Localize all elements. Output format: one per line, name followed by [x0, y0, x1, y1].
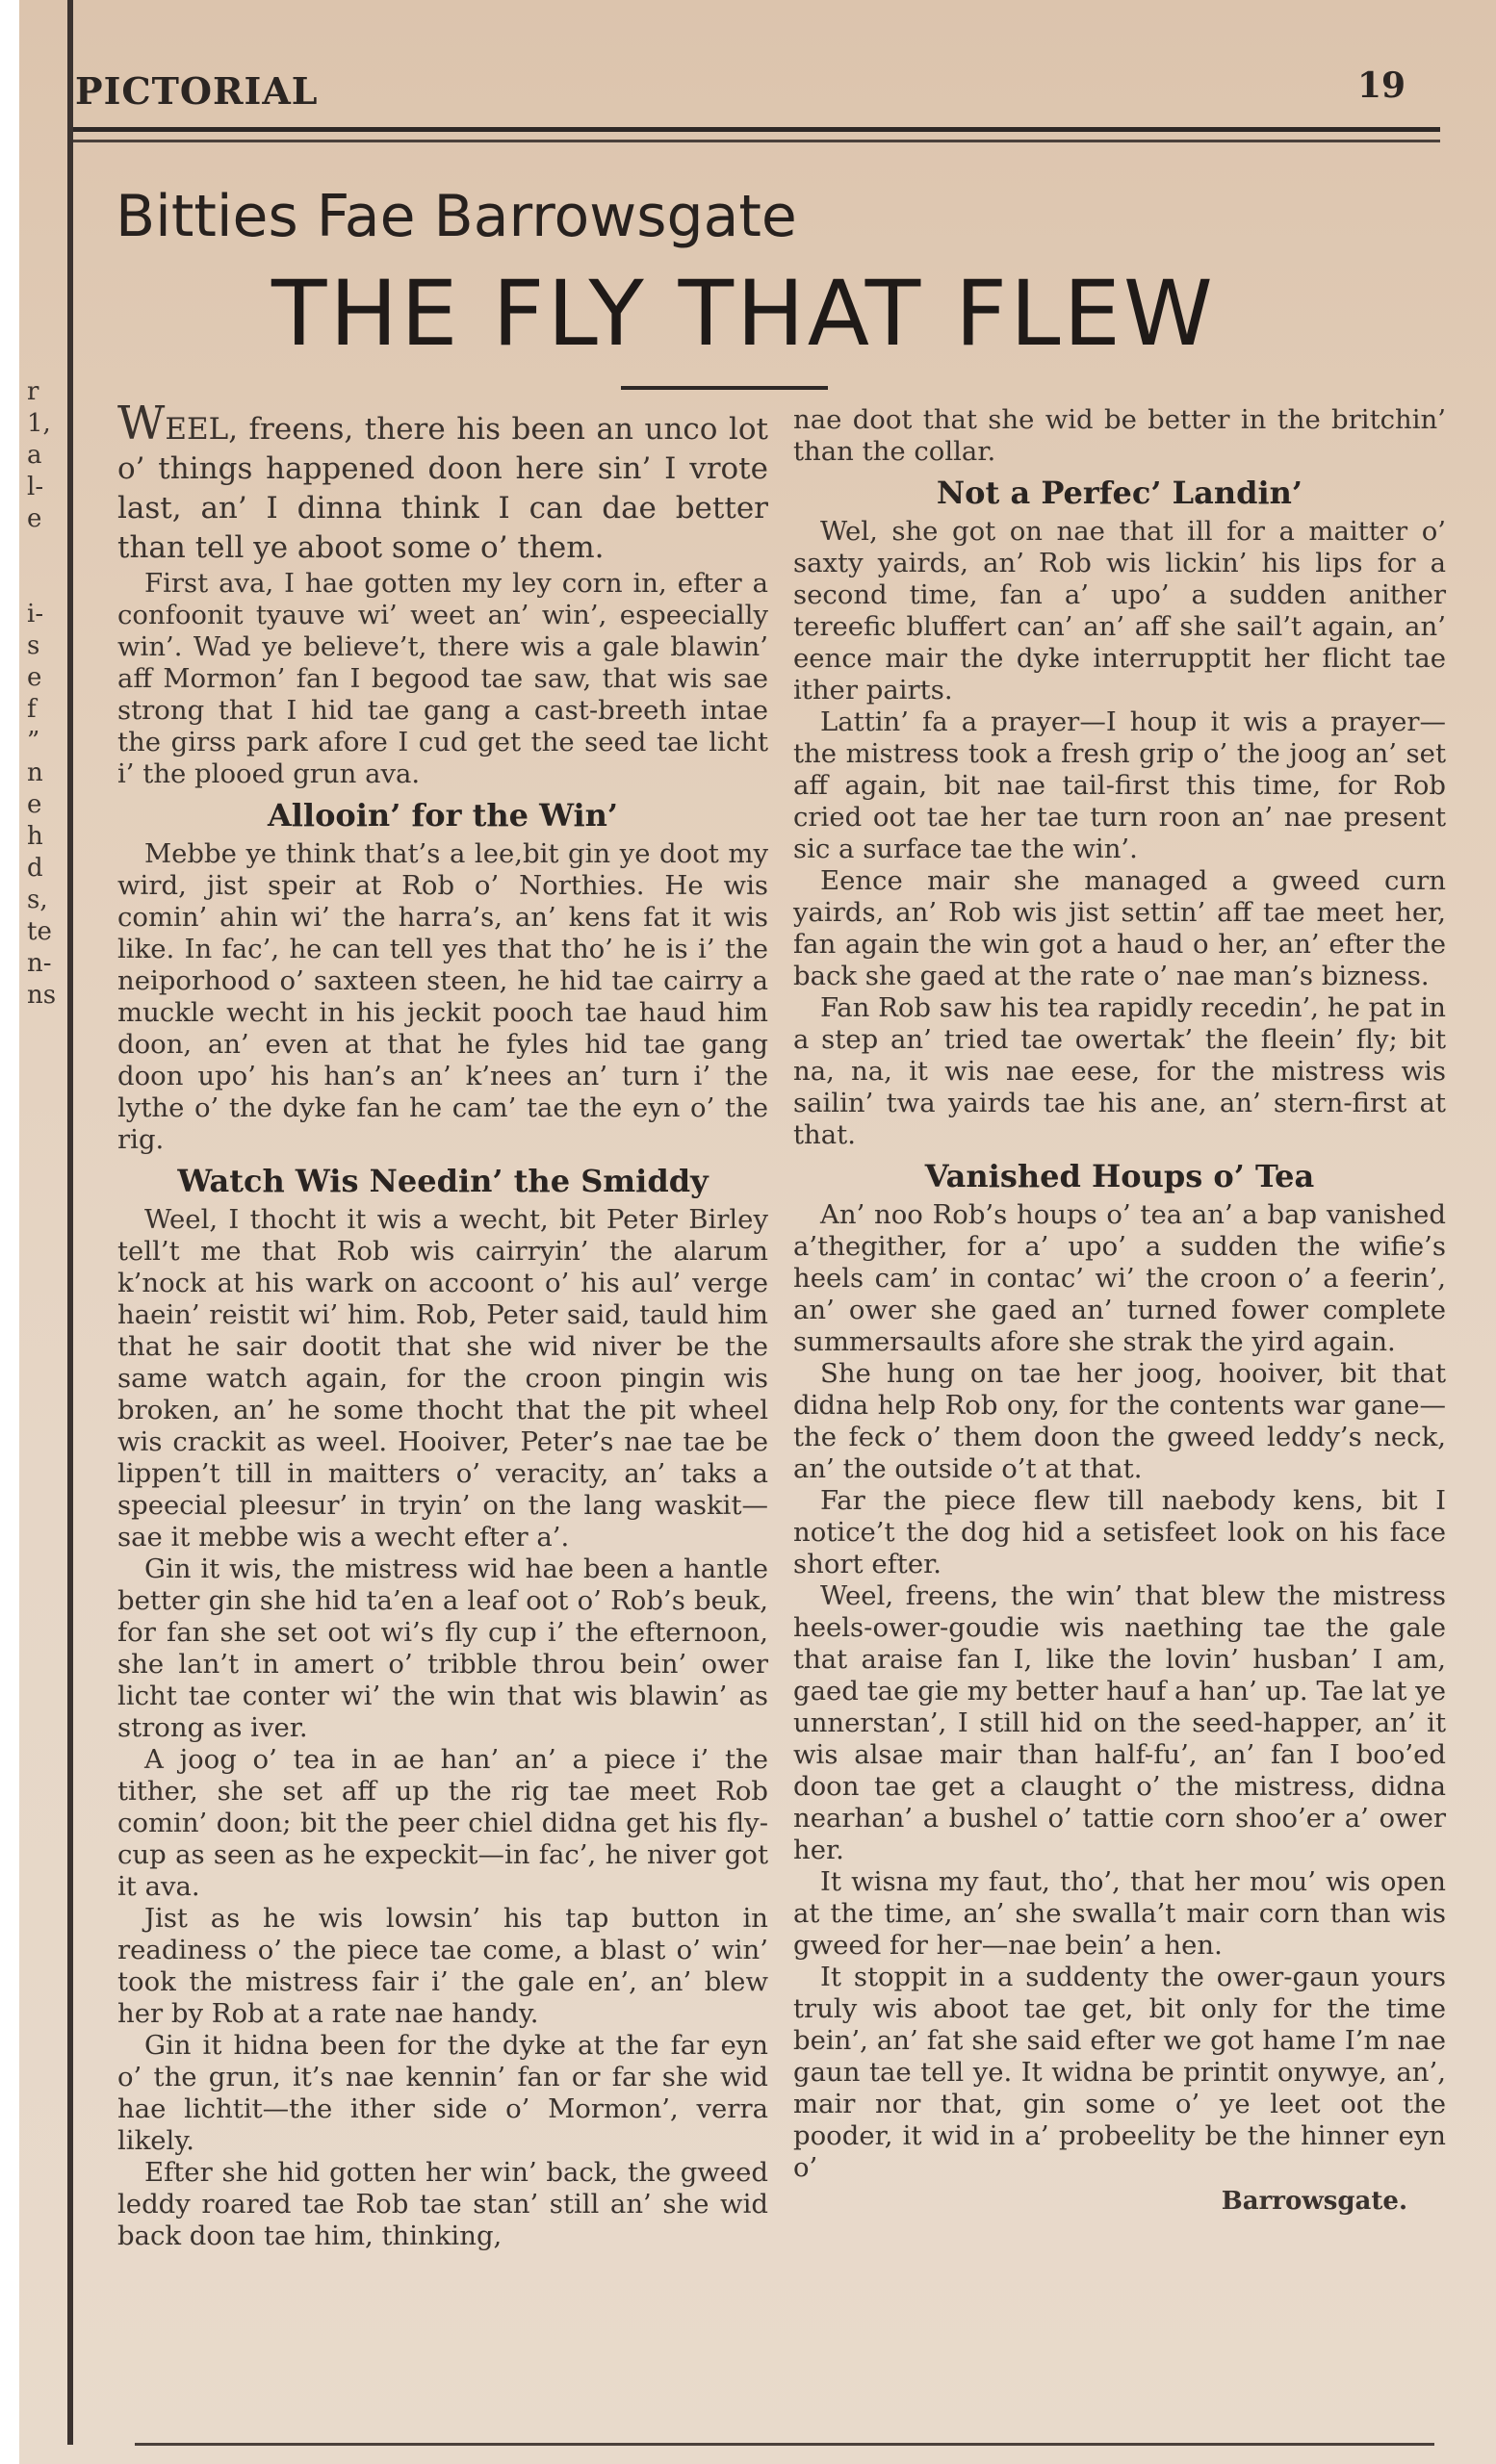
subheading: Allooin’ for the Win’: [267, 797, 619, 834]
previous-column-fragment: te: [27, 917, 52, 946]
previous-column-fragment: ”: [27, 727, 40, 756]
subheading: Not a Perfec’ Landin’: [936, 475, 1303, 511]
previous-column-fragment: [27, 281, 85, 313]
previous-column-fragment: e: [27, 504, 42, 533]
paragraph: Weel, freens, the win’ that blew the mistress heels-ower-goudie wis naething tae the gale that araise fan I, like the lovin’ husban’ I am, gaed tae gie my better hauf a han’ up. Tae lat ye unnerstan’, I still hid on the seed-happer, an’ it wis alsae mair than half-fu’, an’ fan I boo’ed doon tae get a claught o’ the mistress, didna nearhan’ a bushel o’ tattie corn shoo’er a’ ower her.: [793, 1580, 1446, 1865]
previous-column-fragment: s: [27, 631, 40, 660]
paragraph: Gin it wis, the mistress wid hae been a hantle better gin she hid ta’en a leaf oot o’ Rob’s beuk, for fan she set oot wi’s fly cup i’ the efternoon, she lan’t in amert o’ tribble throu bein’ ower licht tae conter wi’ the win that wis blawin’ as strong as iver.: [117, 1553, 768, 1743]
paragraph: An’ noo Rob’s houps o’ tea an’ a bap vanished a’thegither, for a’ upo’ a sudden the wifie’s heels cam’ in contac’ wi’ the croon o’ a feerin’, an’ ower she gaed an’ turned fower complete summersaults afore she strak the yird again.: [793, 1199, 1446, 1357]
bottom-rule: [135, 2443, 1434, 2446]
paragraph: Far the piece flew till naebody kens, bit I notice’t the dog hid a setisfeet look on his face short efter.: [793, 1485, 1446, 1579]
paragraph: Mebbe ye think that’s a lee,bit gin ye doot my wird, jist speir at Rob o’ Northies. He wis comin’ ahin wi’ the harra’s, an’ kens fat it wis like. In fac’, he can tell yes that tho’ he is i’ the neiporhood o’ saxteen steen, he hid tae cairry a muckle wecht in his jeckit pooch tae haud him doon, an’ even at that he fyles hid tae gang doon upo’ his han’s an’ k’nees an’ turn i’ the lythe o’ the dyke fan he cam’ tae the eyn o’ the rig.: [117, 838, 768, 1155]
paragraph: Efter she hid gotten her win’ back, the gweed leddy roared tae Rob tae stan’ still an’ she wid back doon tae him, thinking,: [117, 2157, 768, 2251]
publication-name: PICTORIAL: [75, 69, 319, 113]
previous-column-fragment: e: [27, 663, 42, 692]
paragraph: It wisna my faut, tho’, that her mou’ wis open at the time, an’ she swalla’t mair corn than wis gweed for her—nae bein’ a hen.: [793, 1866, 1446, 1961]
previous-column-fragment: 1,: [27, 409, 51, 438]
header-rule-thin: [73, 140, 1440, 142]
previous-column-fragment: [27, 313, 85, 345]
paragraph: First ava, I hae gotten my ley corn in, efter a confoonit tyauve wi’ weet an’ win’, espeecially win’. Wad ye believe’t, there wis a gale blawin’ aff Mormon’ fan I begood tae saw, that wis sae strong that I hid tae gang a cast-breeth intae the girss park afore I cud get the seed tae licht i’ the plooed grun ava.: [117, 568, 768, 789]
subheading: Watch Wis Needin’ the Smiddy: [177, 1163, 709, 1199]
paragraph: Eence mair she managed a gweed curn yairds, an’ Rob wis jist settin’ aff tae meet her, fan again the win got a haud o her, an’ efter the back she gaed at the rate o’ nae man’s bizness.: [793, 865, 1446, 991]
page-number: 19: [1357, 65, 1406, 106]
paragraph: A joog o’ tea in ae han’ an’ a piece i’ the tither, she set aff up the rig tae meet Rob comin’ doon; bit the peer chiel didna get his fly-cup as seen as he expeckit—in fac’, he niver got it ava.: [117, 1744, 768, 1902]
paragraph: She hung on tae her joog, hooiver, bit that didna help Rob ony, for the contents war gane—the feck o’ them doon the gweed leddy’s neck, an’ the outside o’t at that.: [793, 1358, 1446, 1484]
paragraph: Gin it hidna been for the dyke at the far eyn o’ the grun, it’s nae kennin’ fan or far she wid hae lichtit—the ither side o’ Mormon’, verra likely.: [117, 2030, 768, 2156]
author-signoff: Barrowsgate.: [1221, 2187, 1407, 2216]
previous-column-fragment: [27, 218, 85, 249]
paragraph: Wel, she got on nae that ill for a maitter o’ saxty yairds, an’ Rob wis lickin’ his lips for a second time, fan a’ upo’ a sudden anither tereefic bluffert can’ an’ aff she sail’t again, an’ eence mair the dyke interrupptit her flicht tae ither pairts.: [793, 516, 1446, 706]
paragraph: Lattin’ fa a prayer—I houp it wis a prayer—the mistress took a fresh grip o’ the joog an’ set aff again, bit nae tail-first this time, for Rob cried oot tae her tae turn roon an’ nae present sic a surface tae the win’.: [793, 706, 1446, 864]
subheading: Vanished Houps o’ Tea: [924, 1158, 1315, 1194]
previous-column-fragment: a: [27, 441, 42, 470]
previous-column-fragment: [27, 345, 85, 376]
previous-column-fragment: [27, 535, 85, 567]
previous-column-fragments: [27, 154, 85, 1012]
story-title: THE FLY THAT FLEW: [271, 262, 1216, 367]
previous-column-fragment: ns: [27, 981, 57, 1010]
previous-column-fragment: n: [27, 758, 43, 787]
previous-column-fragment: d: [27, 854, 43, 883]
previous-column-fragment: [27, 154, 85, 186]
paragraph-continued: nae doot that she wid be better in the britchin’ than the collar.: [793, 404, 1446, 467]
drop-cap: W: [117, 397, 166, 450]
previous-column-fragment: l-: [27, 473, 44, 501]
article-column-right: [793, 404, 1446, 2218]
previous-column-fragment: [27, 186, 85, 218]
previous-column-fragment: f: [27, 695, 37, 724]
intro-paragraph: WEEL, freens, there his been an unco lot o’ things happened doon here sin’ I vrote last, an’ I dinna think I can dae better than tell ye aboot some o’ them.: [117, 397, 768, 565]
previous-column-fragment: e: [27, 790, 42, 819]
paragraph: Jist as he wis lowsin’ his tap button in readiness o’ the piece tae come, a blast o’ win’ took the mistress fair i’ the gale en’, an’ blew her by Rob at a rate nae handy.: [117, 1903, 768, 2029]
paragraph: Fan Rob saw his tea rapidly recedin’, he pat in a step an’ tried tae owertak’ the fleein’ fly; bit na, na, it wis nae eese, for the mistress wis sailin’ twa yairds tae his ane, an’ stern-first at that.: [793, 992, 1446, 1150]
article-column-left: [117, 397, 768, 2252]
previous-column-fragment: r: [27, 377, 39, 406]
section-title: Bitties Fae Barrowsgate: [116, 183, 797, 250]
paragraph: It stoppit in a suddenty the ower-gaun yours truly wis aboot tae get, bit only for the time bein’, an’ fat she said efter we got hame I’m nae gaun tae tell ye. It widna be printit onywye, an’, mair nor that, gin some o’ ye leet oot the pooder, it wid in a’ probeelity be the hinner eyn o’: [793, 1962, 1446, 2183]
previous-column-fragment: s,: [27, 886, 48, 914]
previous-column-fragment: i-: [27, 600, 44, 629]
previous-column-fragment: [27, 567, 85, 599]
header-rule-thick: [73, 127, 1440, 132]
previous-column-fragment: n-: [27, 949, 52, 978]
paragraph: Weel, I thocht it wis a wecht, bit Peter Birley tell’t me that Rob wis cairryin’ the alarum k’nock at his wark on accoont o’ his aul’ verge haein’ reistit wi’ him. Rob, Peter said, tauld him that he sair dootit that she wid niver be the same watch again, for the croon pingin wis broken, an’ he some thocht that the pit wheel wis crackit as weel. Hooiver, Peter’s nae tae be lippen’t till in maitters o’ veracity, an’ taks a speecial pleesur’ in tryin’ on the lang waskit—sae it mebbe wis a wecht efter a’.: [117, 1204, 768, 1553]
title-rule: [621, 386, 828, 390]
previous-column-fragment: h: [27, 822, 43, 851]
previous-column-fragment: [27, 249, 85, 281]
